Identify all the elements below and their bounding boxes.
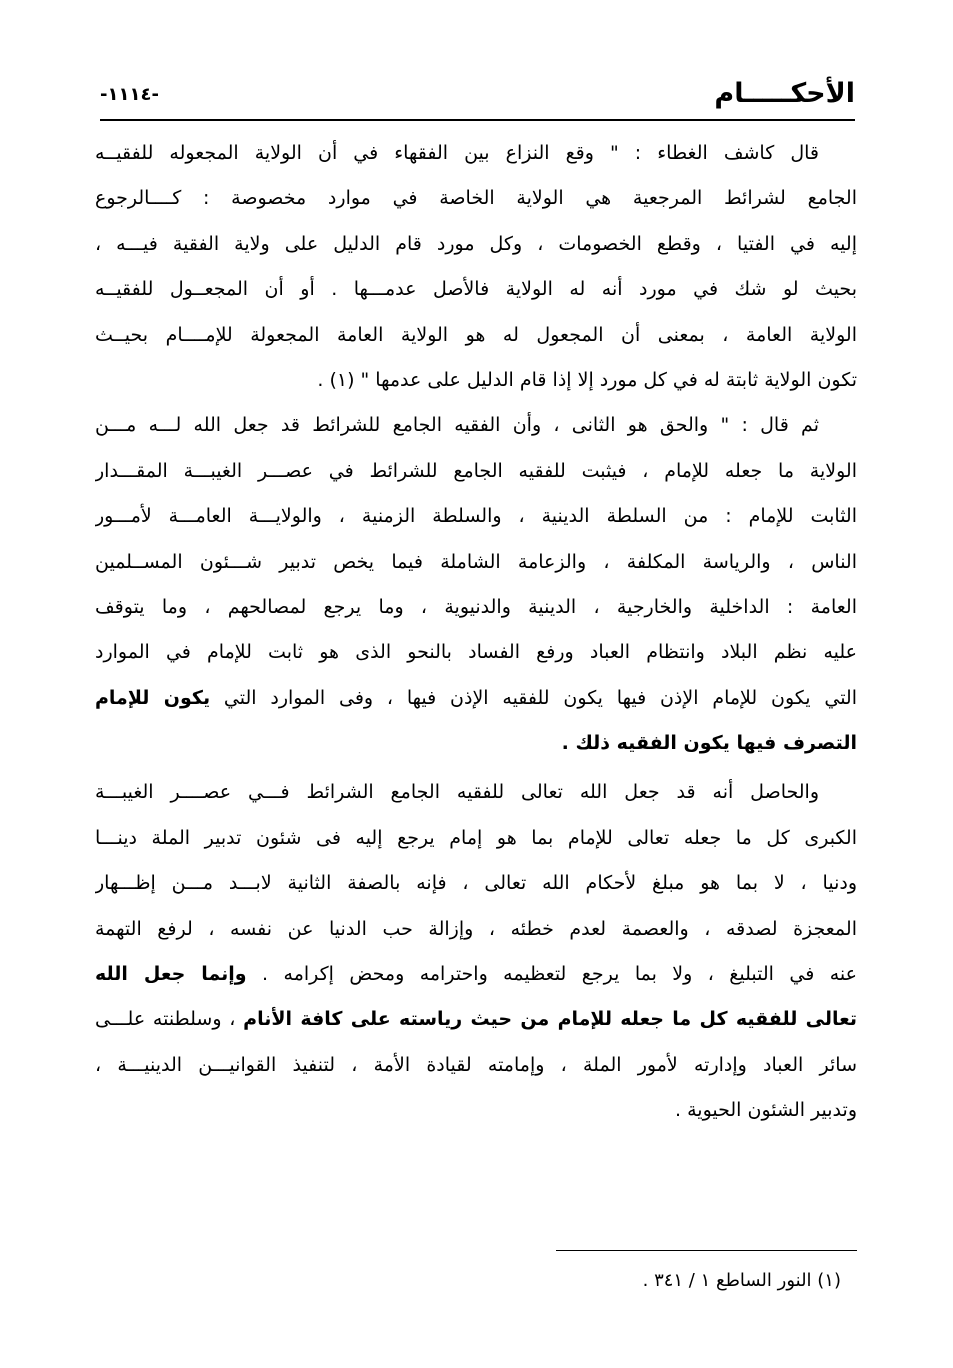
line-text: التي يكون للإمام الإذن فيها يكون للفقيه الإذن فيها ، وفى الموارد التي bbox=[223, 686, 857, 709]
paragraph-line: وتدبير الشئون الحيوية . bbox=[675, 1099, 857, 1122]
paragraph-line bbox=[95, 721, 857, 766]
emphasis-text: يكون للإمام bbox=[95, 686, 211, 709]
paragraph-line: ثم قال : " والحق هو الثانى ، وأن الفقيه الجامع للشرائط قد جعل الله لـــه مـــن bbox=[95, 414, 819, 437]
running-title: الأحكـــــام bbox=[714, 78, 855, 109]
paragraph-line: العامة : الداخلية والخارجية ، الدينية والدنيوية ، وما يرجع لمصالحهم ، وما يتوقف bbox=[95, 595, 857, 618]
paragraph-line bbox=[95, 952, 857, 997]
body-text bbox=[95, 131, 857, 1134]
paragraph-line: الجامع لشرائط المرجعية هي الولاية الخاصة في موارد مخصوصة : كــــالرجوع bbox=[95, 187, 857, 210]
paragraph-line: الولاية ما جعله للإمام ، فيثبت للفقيه الجامع للشرائط في عصـــر الغيبـــة المقـــدار bbox=[95, 459, 857, 482]
paragraph-line: المعجزة لصدقه ، والعصمة لعدم خطئه ، وإزالة حب الدنيا عن نفسه ، لرفع التهمة bbox=[95, 917, 857, 940]
emphasis-text: التصرف فيها يكون الفقيه ذلك . bbox=[561, 732, 857, 755]
paragraph-line: بحيث لو شك في مورد أنه له الولاية فالأصل عدمـــها . أو أن المجعــول للفقيــه bbox=[95, 278, 857, 301]
paragraph-line: ودنيا ، لا بما هو مبلغ لأحكام الله تعالى ، فإنه بالصفة الثانية لابـــد مـــن إظـــهار bbox=[95, 872, 857, 895]
footnote-divider bbox=[556, 1250, 857, 1251]
page-number: -١١١٤- bbox=[100, 84, 159, 105]
page-header bbox=[100, 78, 855, 118]
paragraph-line bbox=[95, 997, 857, 1042]
paragraph-line: سائر العباد وإدارته لأمور الملة ، وإمامته لقيادة الأمة ، لتنفيذ القوانيـــن الدينيـــة ، bbox=[95, 1053, 857, 1076]
paragraph-line: عليه نظم البلاد وانتظام العباد ورفع الفساد بالنحو الذى هو ثابت للإمام في الموارد bbox=[95, 641, 857, 664]
header-divider bbox=[100, 119, 855, 121]
paragraph-line bbox=[95, 676, 857, 721]
line-text: عنه في التبليغ ، ولا بما يرجع لتعظيمه واحترامه ومحض إكرامه . bbox=[262, 963, 857, 986]
paragraph-line: الناس ، والرياسة المكلفة ، والزعامة الشاملة فيما يخص تدبير شـــئون المســلمين bbox=[95, 550, 857, 573]
line-text: ، وسلطنته علـــى bbox=[95, 1008, 236, 1031]
paragraph-line: قال كاشف الغطاء : " وقع النزاع بين الفقهاء في أن الولاية المجعوله للفقيــه bbox=[95, 142, 819, 164]
paragraph-line: الثابت للإمام : من السلطة الدينية ، والسلطة الزمنية ، والولايـــة العامـــة لأمـــور bbox=[95, 505, 857, 528]
emphasis-text: تعالى للفقيه كل ما جعله للإمام من حيث رياسته على كافة الأنام bbox=[243, 1008, 857, 1031]
paragraph-line: الكبرى كل ما جعله تعالى للإمام بما هو إمام يرجع إليه فى شئون تدبير الملة دينـــا bbox=[95, 826, 857, 849]
paragraph-line: إليه في الفتيا ، وقطع الخصومات ، وكل مورد قام الدليل على ولاية الفقية فيـــه ، bbox=[95, 232, 857, 255]
emphasis-text: وإنما جعل الله bbox=[95, 963, 247, 986]
footnote: (١) النور الساطع ١ / ٣٤١ . bbox=[642, 1270, 841, 1291]
paragraph-line: الولاية العامة ، بمعنى أن المجعول له هو الولاية العامة المجعولة للإمــــام بحيــث bbox=[95, 323, 857, 346]
paragraph-line: والحاصل أنه قد جعل الله تعالى للفقيه الجامع الشرائط فـــي عصــــر الغيبـــة bbox=[95, 781, 819, 804]
paragraph-line: تكون الولاية ثابتة له في كل مورد إلا إذا قام الدليل على عدمها " (١) . bbox=[317, 368, 857, 391]
